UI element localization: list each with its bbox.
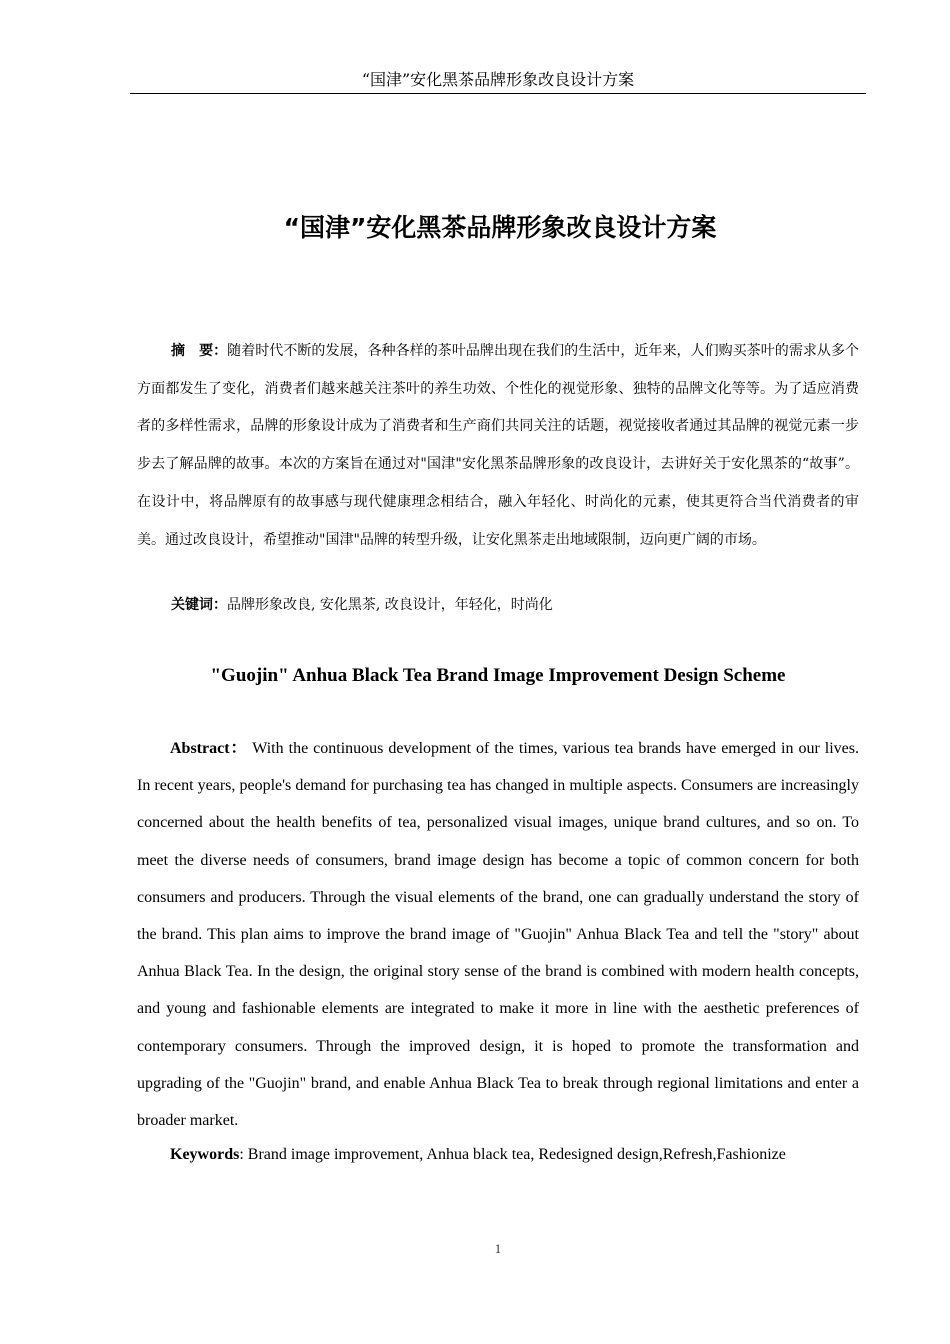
- abstract-chinese-label: 摘 要：: [171, 343, 228, 359]
- keywords-english-label: Keywords: [170, 1146, 240, 1163]
- keywords-english: [137, 1140, 859, 1170]
- abstract-chinese: [137, 333, 859, 559]
- page-title-english: "Guojin" Anhua Black Tea Brand Image Improvement Design Scheme: [210, 665, 786, 686]
- abstract-english-text: With the continuous development of the times, various tea brands have emerged in our lives. In recent years, people's demand for purchasing tea has changed in multiple aspects. Consumers are increasingly concerned about the health benefits of tea, personalized visual images, unique brand cultures, and so on. To meet the diverse needs of consumers, brand image design has become a topic of common concern for both consumers and producers. Through the visual elements of the brand, one can gradually understand the story of the brand. This plan aims to improve the brand image of "Guojin" Anhua Black Tea and tell the "story" about Anhua Black Tea. In the design, the original story sense of the brand is combined with modern health concepts, and young and fashionable elements are integrated to make it more in line with the aesthetic preferences of contemporary consumers. Through the improved design, it is hoped to promote the transformation and upgrading of the "Guojin" brand, and enable Anhua Black Tea to break through regional limitations and enter a broader market.: [137, 740, 859, 1130]
- abstract-chinese-text: 随着时代不断的发展，各种各样的茶叶品牌出现在我们的生活中，近年来，人们购买茶叶的需求从多个方面都发生了变化，消费者们越来越关注茶叶的养生功效、个性化的视觉形象、独特的品牌文化等等。为了适应消费者的多样性需求，品牌的形象设计成为了消费者和生产商们共同关注的话题，视觉接收者通过其品牌的视觉元素一步步去了解品牌的故事。本次的方案旨在通过对"国津"安化黑茶品牌形象的改良设计，去讲好关于安化黑茶的“故事”。在设计中，将品牌原有的故事感与现代健康理念相结合，融入年轻化、时尚化的元素，使其更符合当代消费者的审美。通过改良设计，希望推动"国津"品牌的转型升级，让安化黑茶走出地域限制，迈向更广阔的市场。: [137, 343, 860, 548]
- abstract-english-label: Abstract：: [170, 740, 248, 757]
- keywords-chinese: [137, 590, 859, 620]
- page-title-chinese: “国津”安化黑茶品牌形象改良设计方案: [283, 213, 717, 242]
- page-number: 1: [494, 1241, 502, 1256]
- keywords-english-text: : Brand image improvement, Anhua black tea, Redesigned design,Refresh,Fashionize: [239, 1146, 786, 1163]
- running-header: “国津”安化黑茶品牌形象改良设计方案: [130, 68, 866, 94]
- keywords-chinese-label: 关键词：: [171, 597, 227, 613]
- keywords-chinese-text: 品牌形象改良, 安化黑茶, 改良设计，年轻化，时尚化: [227, 597, 553, 613]
- abstract-english: [137, 730, 859, 1139]
